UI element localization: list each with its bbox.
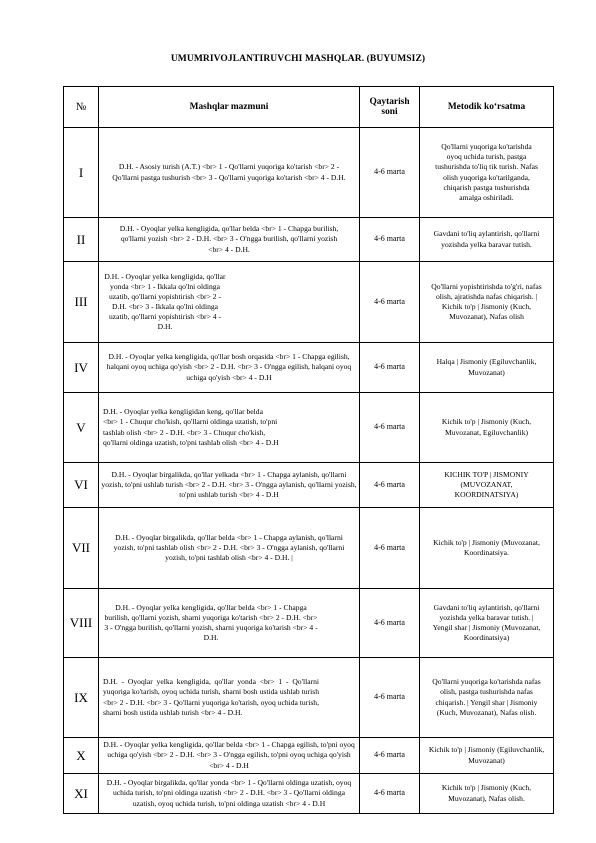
row-content: D.H. - Oyoqlar yelka kengligida, qo'llar bosh orqasida <br> 1 - Chapga egilish, halqani oyoq uchiga qo'yish <br> 2 - D.H. <br> 3 - O'ngga egilish, halqani oyoq uchiga qo'yish <br> 4 - D.H — [99, 343, 360, 393]
row-number: VIII — [64, 589, 99, 658]
row-reps: 4-6 marta — [360, 343, 420, 393]
row-number: III — [64, 262, 99, 343]
row-reps: 4-6 marta — [360, 393, 420, 463]
row-number: IX — [64, 658, 99, 738]
table-row — [64, 774, 554, 814]
row-content: D.H. - Oyoqlar birgalikda, qo'llar belda <br> 1 - Chapga aylanish, qo'llarni yozish, to'pni tashlab olish <br> 2 - D.H. <br> 3 - O'ngga aylanish, qo'llarni yozish, to'pni tashlab olish <br> 4 - D.H. | — [99, 508, 360, 589]
row-method: Kichik to'p | Jismoniy (Kuch, Muvozanat, Egiluvchanlik) — [420, 393, 554, 463]
table-row — [64, 658, 554, 738]
row-method: Gavdani to'liq aylantirish, qo'llarni yozishda yelka baravar tutish. — [420, 218, 554, 262]
row-method: Qo'llarni yuqoriga ko'tarishda oyoq uchida turish, pastga tushurishda to'liq tik turish. Nafas olish yuqoriga ko'tarilganda, chiqarish pastga tushurishda amalga oshiriladi. — [420, 128, 554, 218]
row-reps: 4-6 marta — [360, 463, 420, 508]
row-content: D.H. - Oyoqlar yelka kengligida, qo'llar belda <br> 1 - Chapga egilish, to'pni oyoq uchiga qo'yish <br> 2 - D.H. <br> 3 - O'ngga egilish, to'pni oyoq uchiga qo'yish <br> 4 - D.H — [99, 738, 360, 774]
row-number: VII — [64, 508, 99, 589]
row-content: D.H. - Asosiy turish (A.T.) <br> 1 - Qo'llarni yuqoriga ko'tarish <br> 2 - Qo'llarni pastga tushurish <br> 3 - Qo'llarni yuqoriga ko'tarish <br> 4 - D.H. — [99, 128, 360, 218]
row-content: D.H. - Oyoqlar yelka kengligidan keng, qo'llar belda <br> 1 - Chuqur cho'kish, qo'llarni oldinga uzatish, to'pni tashlab olish <br> 2 - D.H. <br> 3 - Chuqur cho'kish, qo'llarni oldinga uzatish, to'pni tashlab olish <br> 4 - D.H — [99, 393, 360, 463]
row-reps: 4-6 marta — [360, 128, 420, 218]
row-method: Kichik to'p | Jismoniy (Muvozanat, Koordinatsiya. — [420, 508, 554, 589]
row-reps: 4-6 marta — [360, 589, 420, 658]
row-number: I — [64, 128, 99, 218]
row-method: Kichik to'p | Jismoniy (Kuch, Muvozanat), Nafas olish. — [420, 774, 554, 814]
row-method: Qo'llarni yuqoriga ko'tarishda nafas olish, pastga tushurishda nafas chiqarish. | Yengil shar | Jismoniy (Kuch, Muvozanat), Nafas olish. — [420, 658, 554, 738]
table-row — [64, 508, 554, 589]
document-title: UMUMRIVOJLANTIRUVCHI MASHQLAR. (BUYUMSIZ) — [170, 54, 426, 64]
row-method: KICHIK TO'P | JISMONIY (MUVOZANAT, KOORDINATSIYA) — [420, 463, 554, 508]
table-header-row — [64, 87, 554, 128]
row-content: D.H. - Oyoqlar birgalikda, qo'llar yonda <br> 1 - Qo'llarni oldinga uzatish, oyoq uchida turish, to'pni oldinga uzatish <br> 2 - D.H. <br> 3 - Qo'llarni oldinga uzatish, oyoq uchida turish, to'pni oldinga uzatish <br> 4 - D.H — [99, 774, 360, 814]
header-number: № — [64, 87, 99, 128]
table-row — [64, 393, 554, 463]
row-number: II — [64, 218, 99, 262]
table-row — [64, 589, 554, 658]
row-number: X — [64, 738, 99, 774]
header-content: Mashqlar mazmuni — [99, 87, 360, 128]
table-row — [64, 218, 554, 262]
row-content: D.H. - Oyoqlar yelka kengligida, qo'llar yonda <br> 1 - Ikkala qo'lni oldinga uzatib, qo'llarni yopishtirish <br> 2 - D.H. <br> 3 - Ikkala qo'lni oldinga uzatib, qo'llarni yopishtirish <br> 4 - D.H. — [99, 262, 360, 343]
row-number: XI — [64, 774, 99, 814]
table-row — [64, 738, 554, 774]
table-row — [64, 262, 554, 343]
table-row — [64, 463, 554, 508]
row-reps: 4-6 marta — [360, 262, 420, 343]
row-reps: 4-6 marta — [360, 508, 420, 589]
table-row — [64, 343, 554, 393]
row-content: D.H. - Oyoqlar yelka kengligida, qo'llar belda <br> 1 - Chapga burilish, qo'llarni yozish, sharni yuqoriga ko'tarish <br> 2 - D.H. <br> 3 - O'ngga burilish, qo'llarni yozish, sharni yuqoriga ko'tarish <br> 4 - D.H. — [99, 589, 360, 658]
header-method: Metodik ko‘rsatma — [420, 87, 554, 128]
row-content: D.H. - Oyoqlar yelka kengligida, qo'llar yonda <br> 1 - Qo'llarni yuqoriga ko'tarish, oyoq uchida turish, sharni bosh ustida ushlab turish <br> 2 - D.H. <br> 3 - Qo'llarni yuqoriga ko'tarish, oyoq uchida turish, sharni bosh ustida ushlab turish <br> 4 - D.H. — [99, 658, 360, 738]
row-method: Qo'llarni yopishtirishda to'g'ri, nafas olish, ajratishda nafas chiqarish. | Kichik to'p | Jismoniy (Kuch, Muvozanat), Nafas olish — [420, 262, 554, 343]
row-reps: 4-6 marta — [360, 774, 420, 814]
row-reps: 4-6 marta — [360, 738, 420, 774]
row-reps: 4-6 marta — [360, 218, 420, 262]
row-method: Kichik to'p | Jismoniy (Egiluvchanlik, Muvozanat) — [420, 738, 554, 774]
row-content: D.H. - Oyoqlar yelka kengligida, qo'llar belda <br> 1 - Chapga burilish, qo'llarni yozish <br> 2 - D.H. <br> 3 - O'ngga burilish, qo'llarni yozish <br> 4 - D.H. — [99, 218, 360, 262]
row-number: VI — [64, 463, 99, 508]
row-content: D.H. - Oyoqlar birgalikda, qo'llar yelkada <br> 1 - Chapga aylanish, qo'llarni yozish, to'pni ushlab turish <br> 2 - D.H. <br> 3 - O'ngga aylanish, qo'llarni yozish, to'pni ushlab turish <br> 4 - D.H — [99, 463, 360, 508]
row-number: IV — [64, 343, 99, 393]
row-reps: 4-6 marta — [360, 658, 420, 738]
row-method: Gavdani to'liq aylantirish, qo'llarni yozishda yelka baravar tutish. | Yengil shar | Jismoniy (Muvozanat, Koordinatsiya) — [420, 589, 554, 658]
header-reps: Qaytarish soni — [360, 87, 420, 128]
exercise-table — [63, 86, 554, 814]
table-row — [64, 128, 554, 218]
row-method: Halqa | Jismoniy (Egiluvchanlik, Muvozanat) — [420, 343, 554, 393]
row-number: V — [64, 393, 99, 463]
